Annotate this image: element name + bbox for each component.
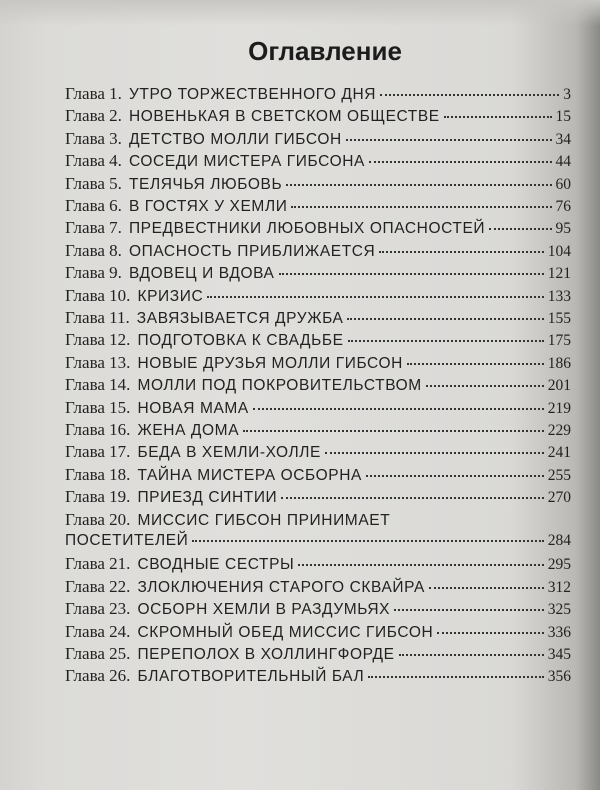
chapter-title: БЛАГОТВОРИТЕЛЬНЫЙ БАЛ [137, 668, 365, 686]
toc-entry [65, 666, 571, 686]
dot-leader [437, 632, 543, 634]
chapter-number: Глава 15. [65, 397, 131, 417]
toc-entry [65, 218, 571, 238]
chapter-number: Глава 9. [65, 263, 122, 283]
chapter-title: КРИЗИС [137, 287, 204, 305]
page-number: 76 [555, 198, 571, 215]
dot-leader [426, 385, 544, 387]
page-number: 325 [547, 601, 571, 619]
toc-entry [65, 106, 571, 126]
dot-leader [379, 251, 543, 253]
dot-leader [207, 296, 544, 298]
dot-leader [394, 609, 544, 611]
page-number: 270 [547, 489, 571, 507]
toc-entry [65, 510, 571, 530]
dot-leader [243, 430, 544, 432]
toc-entry [65, 286, 571, 306]
toc-entry [65, 196, 571, 216]
dot-leader [346, 139, 552, 141]
page-number: 44 [555, 153, 571, 171]
page-number: 229 [547, 422, 571, 439]
page-number: 345 [547, 646, 571, 663]
dot-leader [291, 206, 551, 208]
toc-entry [65, 442, 571, 462]
chapter-number: Глава 23. [65, 599, 131, 619]
toc-entry [65, 599, 571, 619]
dot-leader [380, 94, 559, 96]
chapter-number: Глава 16. [65, 420, 131, 439]
chapter-number: Глава 19. [65, 487, 131, 507]
toc-entry-continuation [65, 532, 571, 550]
chapter-title: ПЕРЕПОЛОХ В ХОЛЛИНГФОРДЕ [137, 646, 395, 663]
chapter-title-line2: ПОСЕТИТЕЛЕЙ [65, 532, 189, 549]
page-number: 201 [547, 377, 571, 395]
chapter-title: УТРО ТОРЖЕСТВЕННОГО ДНЯ [128, 86, 377, 103]
chapter-title: ТЕЛЯЧЬЯ ЛЮБОВЬ [128, 175, 283, 193]
chapter-title: СОСЕДИ МИСТЕРА ГИБСОНА [128, 153, 365, 171]
dot-leader [399, 654, 544, 656]
toc-entry [65, 398, 571, 418]
chapter-title: ОСБОРН ХЕМЛИ В РАЗДУМЬЯХ [137, 601, 391, 619]
chapter-title: ПОДГОТОВКА К СВАДЬБЕ [137, 332, 344, 350]
chapter-title: ПРЕДВЕСТНИКИ ЛЮБОВНЫХ ОПАСНОСТЕЙ [128, 220, 486, 238]
chapter-number: Глава 20. [65, 509, 131, 529]
page-number: 3 [563, 86, 571, 103]
chapter-number: Глава 26. [65, 666, 131, 686]
chapter-number: Глава 1. [65, 84, 122, 103]
chapter-number: Глава 8. [65, 240, 122, 260]
chapter-title: МОЛЛИ ПОД ПОКРОВИТЕЛЬСТВОМ [137, 377, 422, 395]
chapter-number: Глава 25. [65, 644, 131, 663]
chapter-number: Глава 7. [65, 218, 122, 238]
dot-leader [369, 161, 552, 163]
page-number: 15 [555, 108, 571, 126]
page-number: 121 [547, 265, 571, 283]
chapter-number: Глава 4. [65, 151, 122, 171]
dot-leader [347, 318, 543, 320]
toc-entry [65, 465, 571, 485]
chapter-title: ОПАСНОСТЬ ПРИБЛИЖАЕТСЯ [128, 242, 376, 260]
chapter-title: СВОДНЫЕ СЕСТРЫ [137, 556, 295, 574]
chapter-number: Глава 14. [65, 375, 131, 395]
chapter-number: Глава 3. [65, 128, 122, 148]
toc-entry [65, 487, 571, 507]
page-number: 60 [555, 175, 571, 193]
chapter-title: В ГОСТЯХ У ХЕМЛИ [128, 198, 288, 215]
dot-leader [366, 475, 544, 477]
chapter-title: ЗЛОКЛЮЧЕНИЯ СТАРОГО СКВАЙРА [137, 578, 425, 596]
chapter-title: БЕДА В ХЕМЛИ-ХОЛЛЕ [137, 444, 321, 462]
dot-leader [444, 116, 552, 118]
chapter-number: Глава 6. [65, 196, 122, 215]
page-number: 255 [547, 466, 571, 484]
chapter-number: Глава 12. [65, 330, 131, 350]
toc-entry [65, 151, 571, 171]
chapter-title: ПРИЕЗД СИНТИИ [137, 489, 278, 507]
toc-entry [65, 420, 571, 440]
dot-leader [253, 408, 544, 410]
page-number: 241 [547, 444, 571, 462]
chapter-title: ЖЕНА ДОМА [137, 422, 240, 439]
toc-entry [65, 84, 571, 104]
chapter-title: ДЕТСТВО МОЛЛИ ГИБСОН [128, 130, 342, 148]
page-number: 186 [547, 354, 571, 372]
chapter-title: СКРОМНЫЙ ОБЕД МИССИС ГИБСОН [137, 623, 434, 641]
toc-entry [65, 174, 571, 194]
page-title: Оглавление [248, 36, 402, 66]
chapter-title: ВДОВЕЦ И ВДОВА [128, 265, 275, 283]
chapter-title: НОВАЯ МАМА [137, 399, 249, 417]
chapter-title: НОВЫЕ ДРУЗЬЯ МОЛЛИ ГИБСОН [137, 354, 403, 372]
page-number: 133 [547, 287, 571, 305]
dot-leader [281, 497, 543, 499]
chapter-number: Глава 21. [65, 554, 131, 574]
toc-entry [65, 375, 571, 395]
dot-leader [279, 273, 544, 275]
dot-leader [348, 340, 544, 342]
toc-entry [65, 129, 571, 149]
page-number: 312 [547, 578, 571, 596]
dot-leader [286, 184, 551, 186]
dot-leader [368, 676, 543, 678]
page-number: 175 [547, 332, 571, 350]
chapter-number: Глава 24. [65, 621, 131, 641]
chapter-title: МИССИС ГИБСОН ПРИНИМАЕТ [137, 511, 391, 529]
toc-entry [65, 330, 571, 350]
toc-entry [65, 353, 571, 373]
chapter-number: Глава 10. [65, 285, 131, 305]
page-number: 356 [547, 668, 571, 686]
chapter-title: ТАЙНА МИСТЕРА ОСБОРНА [137, 466, 362, 484]
chapter-number: Глава 22. [65, 576, 131, 596]
toc-entry [65, 308, 571, 328]
chapter-number: Глава 13. [65, 352, 131, 372]
page-number: 104 [547, 242, 571, 260]
page-number: 219 [547, 399, 571, 417]
page-number: 284 [547, 532, 571, 549]
dot-leader [429, 587, 544, 589]
toc-entry [65, 241, 571, 261]
chapter-title: НОВЕНЬКАЯ В СВЕТСКОМ ОБЩЕСТВЕ [128, 108, 440, 126]
dot-leader [407, 363, 544, 365]
toc-entry [65, 622, 571, 642]
chapter-number: Глава 11. [65, 308, 130, 327]
page-number: 295 [547, 556, 571, 574]
chapter-number: Глава 17. [65, 442, 131, 462]
page-number: 336 [547, 623, 571, 641]
toc-entry [65, 577, 571, 597]
page-number: 155 [547, 310, 571, 327]
page-number: 34 [555, 130, 571, 148]
dot-leader [489, 228, 551, 230]
toc-entry [65, 554, 571, 574]
chapter-number: Глава 5. [65, 173, 122, 193]
toc-entry [65, 263, 571, 283]
page-number: 95 [555, 220, 571, 238]
chapter-number: Глава 18. [65, 464, 131, 484]
dot-leader [192, 540, 543, 542]
chapter-title: ЗАВЯЗЫВАЕТСЯ ДРУЖБА [136, 310, 344, 327]
dot-leader [298, 564, 543, 566]
chapter-number: Глава 2. [65, 106, 122, 126]
dot-leader [325, 452, 544, 454]
toc-entry [65, 644, 571, 664]
